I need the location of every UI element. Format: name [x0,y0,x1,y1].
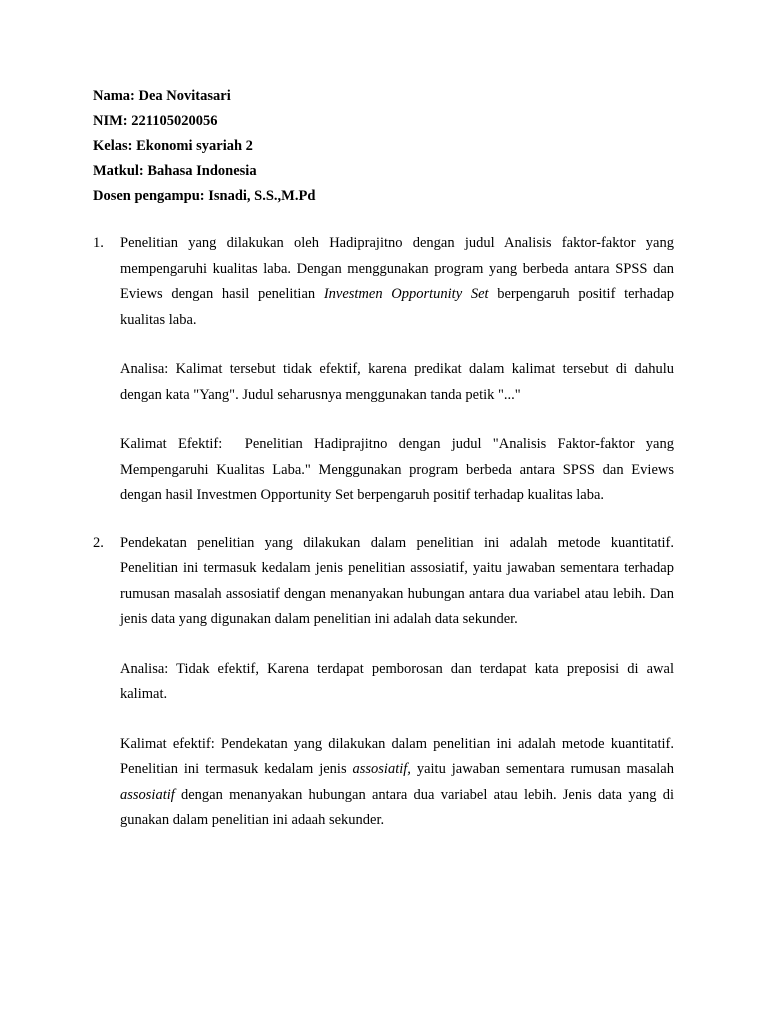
question-paragraph: Penelitian yang dilakukan oleh Hadiprajitno dengan judul Analisis faktor-faktor yang mempengaruhi kualitas laba. Dengan menggunakan program yang berbeda antara SPSS dan Eviews dengan hasil penelitian Investmen Opportunity Set berpengaruh positif terhadap kualitas laba. [120,235,674,328]
effective-sentence-paragraph: Kalimat Efektif: Penelitian Hadiprajitno dengan judul "Analisis Faktor-faktor yang Mempengaruhi Kualitas Laba." Menggunakan program berbeda antara SPSS dan Eviews dengan hasil Investmen Opportunity Set berpengaruh positif terhadap kualitas laba. [120,436,674,503]
item-content [120,531,674,834]
item-number: 1. [93,235,104,251]
effective-sentence-paragraph: Kalimat efektif: Pendekatan yang dilakukan dalam penelitian ini adalah metode kuantitatif. Penelitian ini termasuk kedalam jenis assosiatif, yaitu jawaban sementara rumusan masalah assosiatif dengan menanyakan hubungan antara dua variabel atau lebih. Jenis data yang di gunakan dalam penelitian ini adaah sekunder. [120,735,674,828]
student-nim: NIM: 221105020056 [93,113,218,129]
analysis-paragraph: Analisa: Kalimat tersebut tidak efektif, karena predikat dalam kalimat tersebut di dahulu dengan kata "Yang". Judul seharusnya menggunakan tanda petik "..." [120,361,674,403]
student-name: Nama: Dea Novitasari [93,88,231,104]
student-class: Kelas: Ekonomi syariah 2 [93,138,253,154]
list-item-2 [93,531,674,834]
lecturer-name: Dosen pengampu: Isnadi, S.S.,M.Pd [93,188,316,204]
item-number: 2. [93,534,104,551]
question-paragraph: Pendekatan penelitian yang dilakukan dalam penelitian ini adalah metode kuantitatif. Penelitian ini termasuk kedalam jenis penelitian assosiatif, yaitu jawaban sementara terhadap rumusan masalah assosiatif dengan menanyakan hubungan antara dua variabel atau lebih. Dan jenis data yang digunakan dalam penelitian ini adalah data sekunder. [120,534,674,627]
course-name: Matkul: Bahasa Indonesia [93,163,257,179]
student-info [93,84,674,209]
list-item-1 [93,231,674,509]
analysis-paragraph: Analisa: Tidak efektif, Karena terdapat pemborosan dan terdapat kata preposisi di awal kalimat. [120,660,674,702]
document-page [93,84,674,856]
item-content [120,231,674,509]
